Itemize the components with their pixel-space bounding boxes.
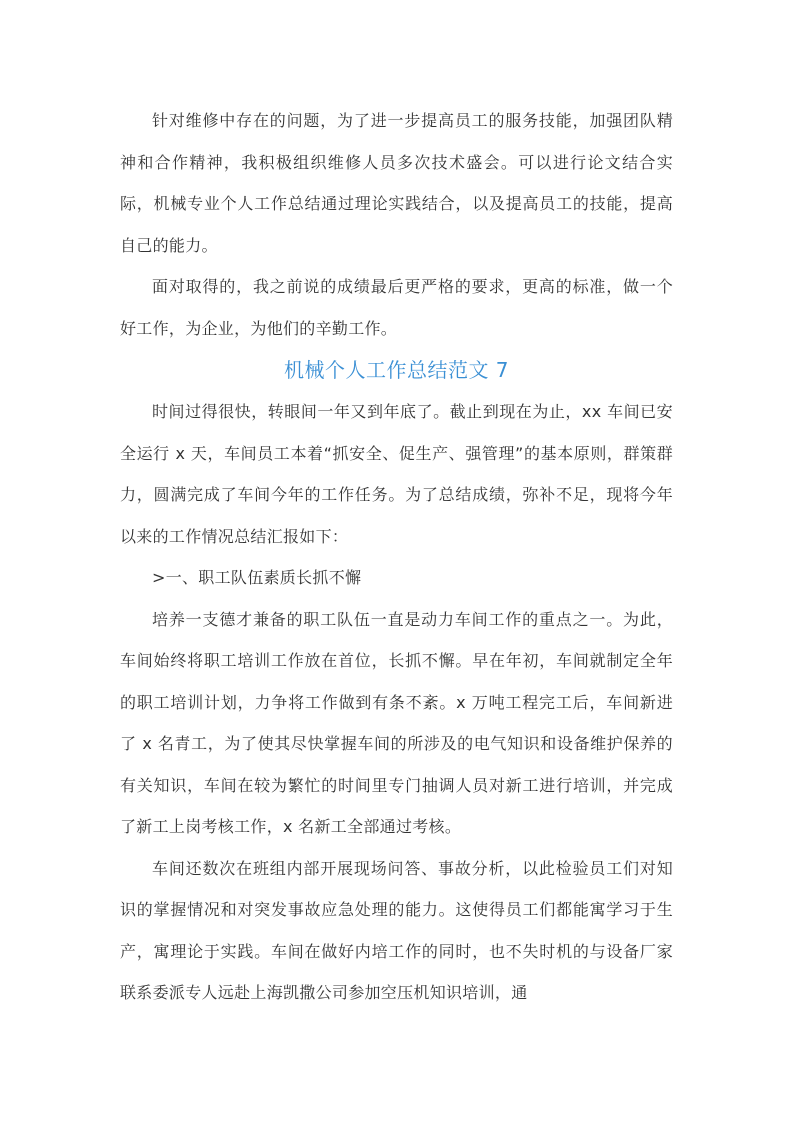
document-content — [120, 100, 673, 1014]
section-title: 机械个人工作总结范文 7 — [283, 358, 510, 382]
paragraph-staff-training: 培养一支德才兼备的职工队伍一直是动力车间工作的重点之一。为此，车间始终将职工培训工作放在首位，长抓不懈。早在年初，车间就制定全年的职工培训计划，力争将工作做到有条不紊。x 万吨工程完工后，车间新进了 x 名青工，为了使其尽快掌握车间的所涉及的电气知识和设备维护保养的有关知识，车间在较为繁忙的时间里专门抽调人员对新工进行培训，并完成了新工上岗考核工作，x 名新工全部通过考核。 — [120, 609, 673, 836]
sub-heading-staff-quality: >一、职工队伍素质长抓不懈 — [152, 568, 362, 587]
paragraph-maintenance-training: 针对维修中存在的问题，为了进一步提高员工的服务技能，加强团队精神和合作精神，我积极组织维修人员多次技术盛会。可以进行论文结合实际，机械专业个人工作总结通过理论实践结合，以及提高员工的技能，提高自己的能力。 — [120, 111, 673, 255]
paragraph-intro: 时间过得很快，转眼间一年又到年底了。截止到现在为止，xx 车间已安全运行 x 天，车间员工本着“抓安全、促生产、强管理”的基本原则，群策群力，圆满完成了车间今年的工作任务。为了总结成绩，弥补不足，现将今年以来的工作情况总结汇报如下： — [120, 402, 673, 546]
paragraph-onsite-qa: 车间还数次在班组内部开展现场问答、事故分析，以此检验员工们对知识的掌握情况和对突发事故应急处理的能力。这使得员工们都能寓学习于生产，寓理论于实践。车间在做好内培工作的同时，也不失时机的与设备厂家联系委派专人远赴上海凯撒公司参加空压机知识培训，通 — [120, 858, 673, 1002]
paragraph-higher-standards: 面对取得的，我之前说的成绩最后更严格的要求，更高的标准，做一个好工作，为企业，为他们的辛勤工作。 — [120, 277, 673, 338]
